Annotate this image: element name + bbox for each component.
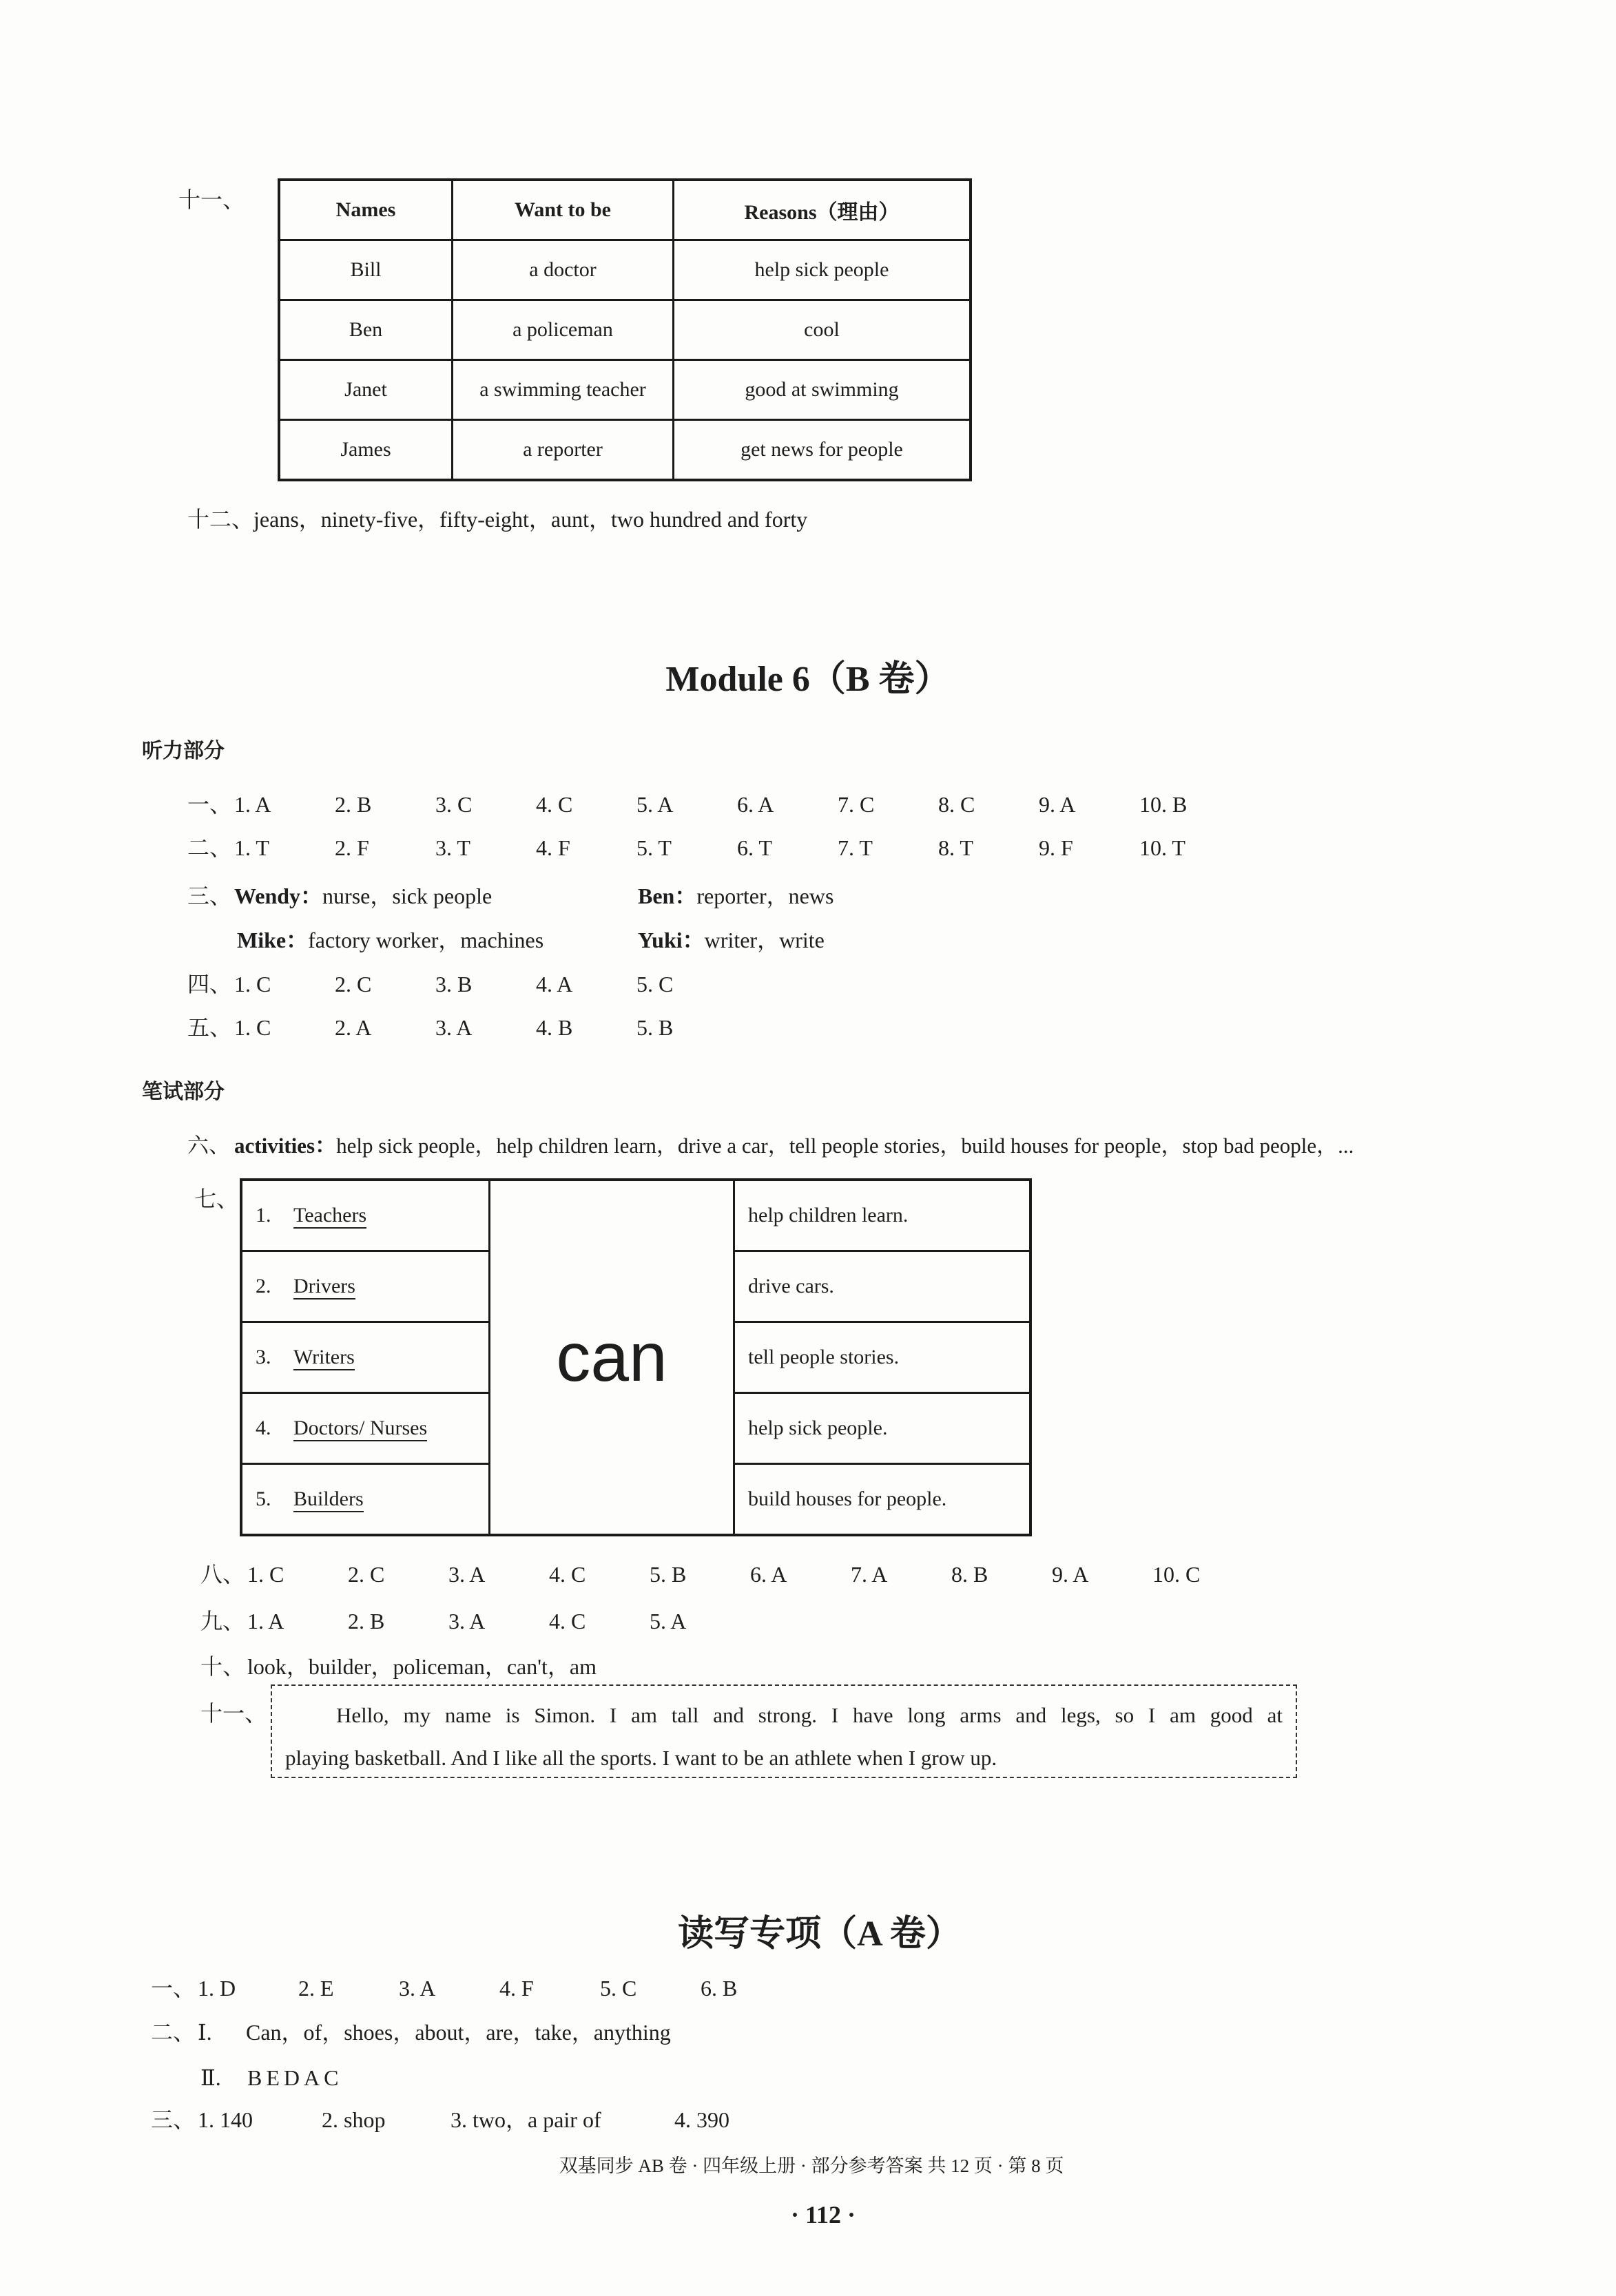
can-sentence-table xyxy=(240,1178,1032,1536)
composition-box xyxy=(271,1684,1297,1778)
part-label: Ⅱ. xyxy=(200,2065,221,2090)
person-name: Yuki： xyxy=(638,928,705,952)
subject-answer: Teachers xyxy=(293,1204,366,1229)
answer-text: Can，of，shoes，about，are，take，anything xyxy=(246,2020,671,2045)
subject-cell xyxy=(241,1251,490,1322)
table-cell-reason: get news for people xyxy=(674,420,971,481)
answer-item: 2. C xyxy=(335,972,372,996)
answer-item: 1. A xyxy=(234,792,271,817)
answer-item: 2. B xyxy=(335,792,372,817)
page-number: · 112 · xyxy=(790,2201,856,2229)
question-label: 十一、 xyxy=(178,187,245,212)
writing-q6-row xyxy=(187,1132,1354,1160)
rw-q3-row xyxy=(151,2106,729,2133)
prev-q12-row xyxy=(187,505,807,533)
answer-item: 10. C xyxy=(1152,1562,1201,1587)
answer-item: 2. shop xyxy=(322,2107,386,2132)
subject-answer: Drivers xyxy=(293,1275,355,1300)
subject-cell xyxy=(241,1393,490,1464)
table-row xyxy=(279,420,971,481)
listening-q5-row xyxy=(187,1014,737,1041)
listening-q3-row-2 xyxy=(237,926,825,954)
answer-text: BEDAC xyxy=(247,2065,343,2090)
person-answer: nurse，sick people xyxy=(322,884,493,908)
answer-item: 3. A xyxy=(448,1609,486,1634)
item-number: 1. xyxy=(256,1204,271,1227)
predicate-cell: help sick people. xyxy=(734,1393,1031,1464)
question-label: 七、 xyxy=(194,1187,239,1211)
question-label: 二、 xyxy=(151,2020,196,2045)
listening-q3-row-1 xyxy=(187,882,833,910)
question-label: 三、 xyxy=(187,884,232,908)
writing-q7-label-row xyxy=(194,1185,238,1213)
prev-q11-label-row xyxy=(178,186,245,213)
predicate-cell: drive cars. xyxy=(734,1251,1031,1322)
answer-item: 2. E xyxy=(298,1976,334,2001)
footer-caption: 双基同步 AB 卷 · 四年级上册 · 部分参考答案 共 12 页 · 第 8 页 xyxy=(559,2156,1064,2176)
table-header-row xyxy=(279,180,971,240)
answer-text: jeans，ninety-five，fifty-eight，aunt，two hundred and forty xyxy=(253,507,808,532)
answer-item: 6. A xyxy=(750,1562,787,1587)
answer-pair xyxy=(237,926,638,954)
writing-q11-label-row xyxy=(200,1700,267,1727)
listening-q4-row xyxy=(187,970,737,998)
subject-cell xyxy=(241,1180,490,1251)
answer-item: 7. A xyxy=(851,1562,888,1587)
answer-item: 5. B xyxy=(650,1562,687,1587)
answer-item: 4. C xyxy=(536,792,573,817)
table-row xyxy=(241,1180,1030,1251)
writing-q9-row xyxy=(200,1607,750,1635)
table-cell-job: a policeman xyxy=(453,300,674,360)
rw-q1-row xyxy=(151,1974,801,2002)
answer-item: 6. T xyxy=(737,835,772,860)
question-label: 一、 xyxy=(187,792,232,817)
answer-item: 4. C xyxy=(549,1562,586,1587)
answer-item: 2. B xyxy=(348,1609,385,1634)
table-row xyxy=(279,240,971,300)
answer-item: 3. T xyxy=(435,835,470,860)
answer-item: 5. B xyxy=(636,1015,674,1040)
answer-item: 5. T xyxy=(636,835,672,860)
header-reasons: Reasons（理由） xyxy=(674,180,971,240)
item-number: 3. xyxy=(256,1346,271,1368)
header-names: Names xyxy=(279,180,453,240)
answer-item: 4. 390 xyxy=(674,2107,729,2132)
answer-item: 1. C xyxy=(234,972,271,996)
answer-item: 2. F xyxy=(335,835,369,860)
answer-item: 3. C xyxy=(435,792,473,817)
question-label: 十二、 xyxy=(187,507,254,532)
table-cell-name: James xyxy=(279,420,453,481)
reading-writing-title: 读写专项（A 卷） xyxy=(678,1914,962,1954)
subject-answer: Doctors/ Nurses xyxy=(293,1417,427,1441)
table-cell-reason: cool xyxy=(674,300,971,360)
question-label: 二、 xyxy=(187,835,232,860)
answer-item: 8. B xyxy=(951,1562,988,1587)
answer-item: 1. 140 xyxy=(198,2107,253,2132)
answer-item: 4. F xyxy=(499,1976,534,2001)
table-cell-reason: good at swimming xyxy=(674,360,971,420)
answer-item: 1. T xyxy=(234,835,269,860)
subject-answer: Writers xyxy=(293,1346,355,1370)
answer-item: 1. C xyxy=(234,1015,271,1040)
listening-heading: 听力部分 xyxy=(142,739,225,763)
question-label: 三、 xyxy=(151,2107,196,2132)
answer-item: 10. B xyxy=(1139,792,1188,817)
person-name: Wendy： xyxy=(234,884,323,908)
answer-item: 9. A xyxy=(1052,1562,1089,1587)
person-answer: writer，write xyxy=(704,928,825,952)
answer-item: 3. A xyxy=(435,1015,473,1040)
module-title: Module 6（B 卷） xyxy=(665,660,951,699)
table-row xyxy=(279,300,971,360)
answer-item: 3. A xyxy=(448,1562,486,1587)
answer-item: 7. T xyxy=(838,835,873,860)
answer-item: 5. C xyxy=(600,1976,637,2001)
rw-q2-row-2 xyxy=(200,2064,342,2091)
answer-item: 9. F xyxy=(1039,835,1073,860)
answer-pair xyxy=(234,882,638,910)
answer-item: 1. A xyxy=(247,1609,284,1634)
subject-answer: Builders xyxy=(293,1488,364,1512)
predicate-cell: build houses for people. xyxy=(734,1464,1031,1536)
answer-pair xyxy=(638,926,825,954)
composition-line-1: Hello, my name is Simon. I am tall and strong. I have long arms and legs, so I am good at xyxy=(336,1703,1283,1727)
careers-table xyxy=(278,178,972,481)
answer-item: 3. two，a pair of xyxy=(450,2107,601,2132)
verb-cell: can xyxy=(490,1180,734,1535)
answer-item: 1. C xyxy=(247,1562,284,1587)
question-label: 六、 xyxy=(187,1134,230,1158)
writing-q8-row xyxy=(200,1561,1253,1588)
question-label: 九、 xyxy=(200,1609,245,1634)
composition-line-2: playing basketball. And I like all the sports. I want to be an athlete when I grow up. xyxy=(285,1746,997,1770)
table-cell-job: a reporter xyxy=(453,420,674,481)
answer-item: 4. A xyxy=(536,972,573,996)
answer-text: look，builder，policeman，can't，am xyxy=(247,1654,597,1679)
predicate-cell: tell people stories. xyxy=(734,1322,1031,1393)
question-label: 八、 xyxy=(200,1562,245,1587)
predicate-cell: help children learn. xyxy=(734,1180,1031,1251)
answer-item: 8. C xyxy=(938,792,975,817)
table-cell-job: a swimming teacher xyxy=(453,360,674,420)
item-number: 5. xyxy=(256,1488,271,1510)
writing-q10-row xyxy=(200,1653,597,1680)
answer-item: 2. C xyxy=(348,1562,385,1587)
answer-item: 4. F xyxy=(536,835,570,860)
table-cell-job: a doctor xyxy=(453,240,674,300)
answer-item: 2. A xyxy=(335,1015,372,1040)
answer-text: help sick people，help children learn，drive a car，tell people stories，build houses for people，stop bad people，... xyxy=(336,1134,1354,1158)
answer-item: 5. A xyxy=(636,792,674,817)
person-answer: reporter，news xyxy=(696,884,834,908)
answer-pair xyxy=(638,882,833,910)
listening-q1-row xyxy=(187,791,1240,818)
rw-q2-row-1 xyxy=(151,2018,671,2046)
table-cell-name: Ben xyxy=(279,300,453,360)
answer-item: 4. C xyxy=(549,1609,586,1634)
writing-heading: 笔试部分 xyxy=(142,1080,225,1104)
answer-item: 5. C xyxy=(636,972,674,996)
answer-item: 6. B xyxy=(701,1976,738,2001)
answer-item: 10. T xyxy=(1139,835,1185,860)
part-label: Ⅰ. xyxy=(198,2020,212,2045)
answer-item: 1. D xyxy=(198,1976,236,2001)
answer-item: 3. B xyxy=(435,972,473,996)
answer-item: 5. A xyxy=(650,1609,687,1634)
subject-cell xyxy=(241,1464,490,1536)
answer-item: 8. T xyxy=(938,835,973,860)
question-label: 一、 xyxy=(151,1976,196,2001)
answer-item: 6. A xyxy=(737,792,774,817)
header-want-to-be: Want to be xyxy=(453,180,674,240)
table-cell-name: Janet xyxy=(279,360,453,420)
answer-item: 4. B xyxy=(536,1015,573,1040)
subject-cell xyxy=(241,1322,490,1393)
table-row xyxy=(279,360,971,420)
answer-item: 7. C xyxy=(838,792,875,817)
question-label: 四、 xyxy=(187,972,232,996)
listening-q2-row xyxy=(187,834,1240,862)
person-answer: factory worker，machines xyxy=(308,928,544,952)
person-name: Mike： xyxy=(237,928,309,952)
question-label: 十一、 xyxy=(200,1701,267,1726)
table-cell-name: Bill xyxy=(279,240,453,300)
answer-item: 3. A xyxy=(399,1976,436,2001)
question-label: 五、 xyxy=(187,1015,232,1040)
question-label: 十、 xyxy=(200,1654,245,1679)
table-cell-reason: help sick people xyxy=(674,240,971,300)
person-name: Ben： xyxy=(638,884,697,908)
item-number: 4. xyxy=(256,1417,271,1439)
answer-item: 9. A xyxy=(1039,792,1076,817)
keyword: activities： xyxy=(234,1134,337,1158)
item-number: 2. xyxy=(256,1275,271,1297)
